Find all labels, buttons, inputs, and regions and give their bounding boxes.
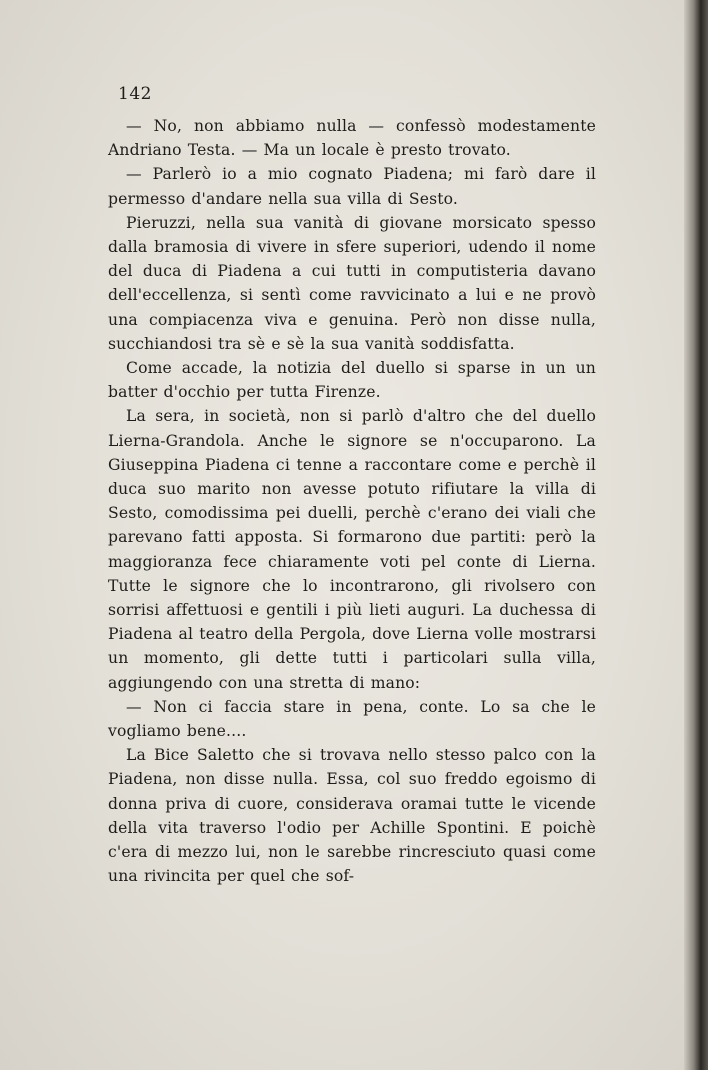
paragraph-3: Pieruzzi, nella sua vanità di giovane morsicato spesso dalla bramosia di vivere in sfere superiori, udendo il nome del duca di Piadena a cui tutti in computisteria davano dell'eccellenza, si sentì come ravvicinato a lui e ne provò una compiacenza viva e genuina. Però non disse nulla, succhiandosi tra sè e sè la sua vanità soddisfatta.	[108, 213, 596, 353]
paragraph-7: La Bice Saletto che si trovava nello stesso palco con la Piadena, non disse nulla. Essa, col suo freddo egoismo di donna priva di cuore, considerava oramai tutte le vicende della vita traverso l'odio per Achille Spontini. E poichè c'era di mezzo lui, non le sarebbe rincresciuto quasi come una rivincita per quel che sof-	[108, 746, 596, 886]
page-number: 142	[118, 84, 152, 104]
paragraph-5: La sera, in società, non si parlò d'altro che del duello Lierna-Grandola. Anche le signore se n'occuparono. La Giuseppina Piadena ci tenne a raccontare come e perchè il duca suo marito non avesse potuto rifiutare la villa di Sesto, comodissima pei duelli, perchè c'erano dei viali che parevano fatti apposta. Si formarono due partiti: però la maggioranza fece chiaramente voti pel conte di Lierna. Tutte le signore che lo incontrarono, gli rivolsero con sorrisi affettuosi e gentili i più lieti auguri. La duchessa di Piadena al teatro della Pergola, dove Lierna volle mostrarsi un momento, gli dette tutti i particolari sulla villa, aggiungendo con una stretta di mano:	[108, 407, 596, 692]
paragraph-2: — Parlerò io a mio cognato Piadena; mi farò dare il permesso d'andare nella sua villa di Sesto.	[108, 165, 596, 208]
paragraph-6: — Non ci faccia stare in pena, conte. Lo sa che le vogliamo bene....	[108, 697, 596, 741]
body-text	[108, 114, 596, 889]
page-gutter	[684, 0, 708, 1070]
paragraph-4: Come accade, la notizia del duello si sparse in un un batter d'occhio per tutta Firenze.	[108, 359, 596, 402]
paragraph-1: — No, non abbiamo nulla — confessò modestamente Andriano Testa. — Ma un locale è presto trovato.	[108, 117, 596, 160]
